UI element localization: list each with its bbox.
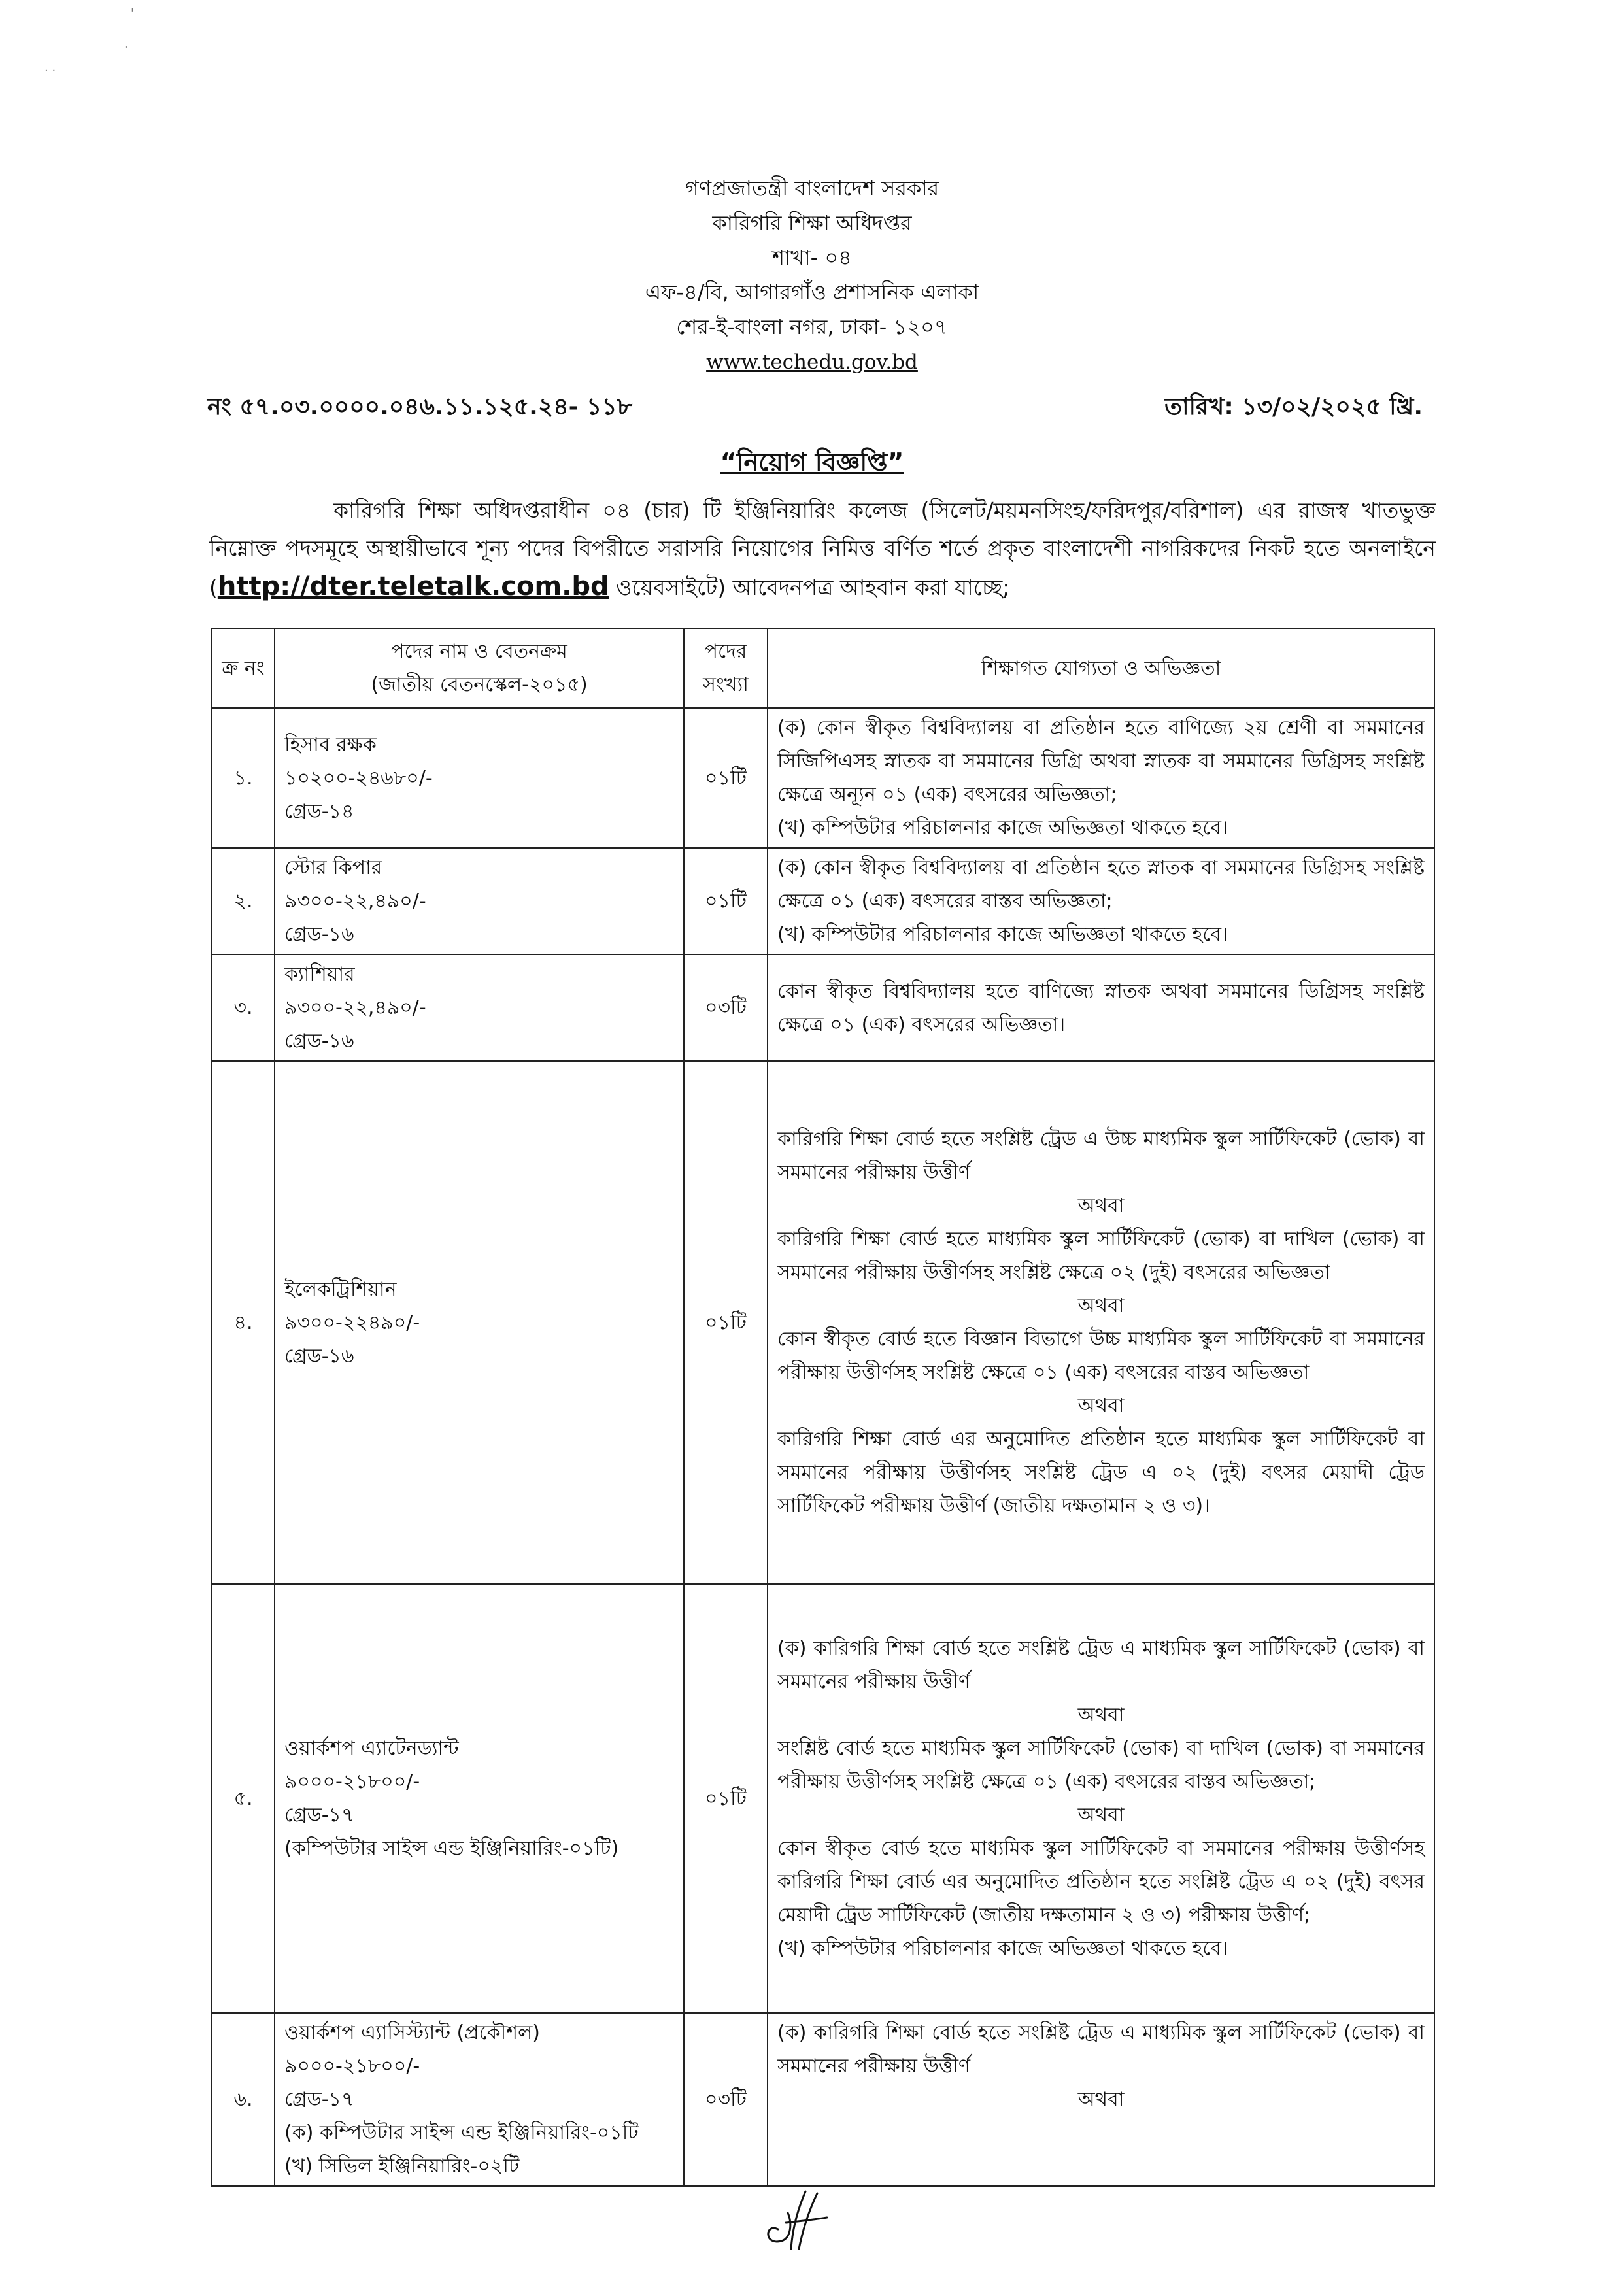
table-row: [212, 1584, 1434, 2013]
row-serial: ২.: [212, 848, 275, 954]
table-header-row: [212, 628, 1434, 708]
memo-number: নং ৫৭.০৩.০০০০.০৪৬.১১.১২৫.২৪- ১১৮: [207, 394, 633, 420]
row-qualification: (ক) কোন স্বীকৃত বিশ্ববিদ্যালয় বা প্রতিষ্ঠান হতে বাণিজ্যে ২য় শ্রেণী বা সমমানের সিজিপিএসহ স্নাতক বা সমমানের ডিগ্রি অথবা স্নাতক বা সমমানের ডিগ্রিসহ সংশ্লিষ্ট ক্ষেত্রে অন্যূন ০১ (এক) বৎসরের অভিজ্ঞতা; (খ) কম্পিউটার পরিচালনার কাজে অভিজ্ঞতা থাকতে হবে।: [768, 708, 1434, 848]
row-serial: ১.: [212, 708, 275, 848]
row-post: ইলেকট্রিশিয়ান ৯৩০০-২২৪৯০/- গ্রেড-১৬: [275, 1061, 684, 1584]
letterhead: [0, 171, 1624, 380]
row-serial: ৩.: [212, 954, 275, 1061]
vacancy-table: [211, 628, 1435, 2187]
department-name: কারিগরি শিক্ষা অধিদপ্তর: [712, 211, 912, 235]
col-header-count: পদের সংখ্যা: [684, 628, 768, 708]
scan-mark: ': [131, 7, 134, 20]
row-count: ০৩টি: [684, 2013, 768, 2186]
scan-mark: · ·: [44, 64, 56, 78]
row-qualification: (ক) কোন স্বীকৃত বিশ্ববিদ্যালয় বা প্রতিষ্ঠান হতে স্নাতক বা সমমানের ডিগ্রিসহ সংশ্লিষ্ট ক্ষেত্রে ০১ (এক) বৎসরের বাস্তব অভিজ্ঞতা; (খ) কম্পিউটার পরিচালনার কাজে অভিজ্ঞতা থাকতে হবে।: [768, 848, 1434, 954]
table-row: [212, 848, 1434, 954]
row-count: ০১টি: [684, 848, 768, 954]
row-count: ০১টি: [684, 708, 768, 848]
table-row: [212, 954, 1434, 1061]
row-qualification: কোন স্বীকৃত বিশ্ববিদ্যালয় হতে বাণিজ্যে স্নাতক অথবা সমমানের ডিগ্রিসহ সংশ্লিষ্ট ক্ষেত্রে ০১ (এক) বৎসরের অভিজ্ঞতা।: [768, 954, 1434, 1061]
application-link[interactable]: http://dter.teletalk.com.bd: [217, 571, 609, 601]
row-serial: ৫.: [212, 1584, 275, 2013]
table-row: [212, 1061, 1434, 1584]
intro-text-end: ওয়েবসাইটে) আবেদনপত্র আহবান করা যাচ্ছে;: [609, 575, 1010, 600]
intro-text: কারিগরি শিক্ষা অধিদপ্তরাধীন ০৪ (চার) টি ইঞ্জিনিয়ারিং কলেজ (সিলেট/ময়মনসিংহ/ফরিদপুর/বরিশাল) এর রাজস্ব খাতভুক্ত নিম্নোক্ত পদসমূহে অস্থায়ীভাবে শূন্য পদের বিপরীতে সরাসরি নিয়োগের নিমিত্ত বর্ণিত শর্তে প্রকৃত বাংলাদেশী নাগরিকদের নিকট হতে অনলাইনে (: [209, 498, 1436, 600]
col-header-qualification: শিক্ষাগত যোগ্যতা ও অভিজ্ঞতা: [768, 628, 1434, 708]
govt-name: গণপ্রজাতন্ত্রী বাংলাদেশ সরকার: [685, 176, 939, 201]
row-count: ০১টি: [684, 1061, 768, 1584]
section-name: শাখা- ০৪: [772, 245, 852, 270]
row-count: ০৩টি: [684, 954, 768, 1061]
row-qualification: (ক) কারিগরি শিক্ষা বোর্ড হতে সংশ্লিষ্ট ট্রেড এ মাধ্যমিক স্কুল সার্টিফিকেট (ভোক) বা সমমানের পরীক্ষায় উত্তীর্ণ অথবা: [768, 2013, 1434, 2186]
row-count: ০১টি: [684, 1584, 768, 2013]
row-post: ওয়ার্কশপ এ্যাটেনড্যান্ট ৯০০০-২১৮০০/- গ্রেড-১৭ (কম্পিউটার সাইন্স এন্ড ইঞ্জিনিয়ারিং-০১টি): [275, 1584, 684, 2013]
table-row: [212, 2013, 1434, 2186]
col-header-post: পদের নাম ও বেতনক্রম (জাতীয় বেতনস্কেল-২০১৫): [275, 628, 684, 708]
table-row: [212, 708, 1434, 848]
issue-date: তারিখ: ১৩/০২/২০২৫ খ্রি.: [1164, 394, 1423, 420]
intro-paragraph: [209, 492, 1436, 607]
address-line-2: শের-ই-বাংলা নগর, ঢাকা- ১২০৭: [676, 314, 948, 339]
row-post: ওয়ার্কশপ এ্যাসিস্ট্যান্ট (প্রকৌশল) ৯০০০-২১৮০০/- গ্রেড-১৭ (ক) কম্পিউটার সাইন্স এন্ড ইঞ্জিনিয়ারিং-০১টি (খ) সিভিল ইঞ্জিনিয়ারিং-০২টি: [275, 2013, 684, 2186]
address-line-1: এফ-৪/বি, আগারগাঁও প্রশাসনিক এলাকা: [645, 280, 979, 305]
col-header-serial: ক্র নং: [212, 628, 275, 708]
notice-title: “নিয়োগ বিজ্ঞপ্তি”: [720, 448, 904, 477]
row-post: স্টোর কিপার ৯৩০০-২২,৪৯০/- গ্রেড-১৬: [275, 848, 684, 954]
row-serial: ৬.: [212, 2013, 275, 2186]
row-serial: ৪.: [212, 1061, 275, 1584]
website-link[interactable]: www.techedu.gov.bd: [706, 350, 918, 374]
signature-initial: [752, 2184, 843, 2255]
row-qualification: (ক) কারিগরি শিক্ষা বোর্ড হতে সংশ্লিষ্ট ট্রেড এ মাধ্যমিক স্কুল সার্টিফিকেট (ভোক) বা সমমানের পরীক্ষায় উত্তীর্ণ অথবা সংশ্লিষ্ট বোর্ড হতে মাধ্যমিক স্কুল সার্টিফিকেট (ভোক) বা দাখিল (ভোক) বা সমমানের পরীক্ষায় উত্তীর্ণসহ সংশ্লিষ্ট ক্ষেত্রে ০১ (এক) বৎসরের বাস্তব অভিজ্ঞতা; অথবা কোন স্বীকৃত বোর্ড হতে মাধ্যমিক স্কুল সার্টিফিকেট বা সমমানের পরীক্ষায় উত্তীর্ণসহ কারিগরি শিক্ষা বোর্ড এর অনুমোদিত প্রতিষ্ঠান হতে সংশ্লিষ্ট ট্রেড এ ০২ (দুই) বৎসর মেয়াদী ট্রেড সার্টিফিকেট (জাতীয় দক্ষতামান ২ ও ৩) পরীক্ষায় উত্তীর্ণ; (খ) কম্পিউটার পরিচালনার কাজে অভিজ্ঞতা থাকতে হবে।: [768, 1584, 1434, 2013]
row-post: হিসাব রক্ষক ১০২০০-২৪৬৮০/- গ্রেড-১৪: [275, 708, 684, 848]
row-qualification: কারিগরি শিক্ষা বোর্ড হতে সংশ্লিষ্ট ট্রেড এ উচ্চ মাধ্যমিক স্কুল সার্টিফিকেট (ভোক) বা সমমানের পরীক্ষায় উত্তীর্ণ অথবা কারিগরি শিক্ষা বোর্ড হতে মাধ্যমিক স্কুল সার্টিফিকেট (ভোক) বা দাখিল (ভোক) বা সমমানের পরীক্ষায় উত্তীর্ণসহ সংশ্লিষ্ট ক্ষেত্রে ০২ (দুই) বৎসরের অভিজ্ঞতা অথবা কোন স্বীকৃত বোর্ড হতে বিজ্ঞান বিভাগে উচ্চ মাধ্যমিক স্কুল সার্টিফিকেট বা সমমানের পরীক্ষায় উত্তীর্ণসহ সংশ্লিষ্ট ক্ষেত্রে ০১ (এক) বৎসরের বাস্তব অভিজ্ঞতা অথবা কারিগরি শিক্ষা বোর্ড এর অনুমোদিত প্রতিষ্ঠান হতে মাধ্যমিক স্কুল সার্টিফিকেট বা সমমানের পরীক্ষায় উত্তীর্ণসহ সংশ্লিষ্ট ট্রেড এ ০২ (দুই) বৎসর মেয়াদী ট্রেড সার্টিফিকেট পরীক্ষায় উত্তীর্ণ (জাতীয় দক্ষতামান ২ ও ৩)।: [768, 1061, 1434, 1584]
scan-mark: ·: [124, 41, 128, 54]
row-post: ক্যাশিয়ার ৯৩০০-২২,৪৯০/- গ্রেড-১৬: [275, 954, 684, 1061]
